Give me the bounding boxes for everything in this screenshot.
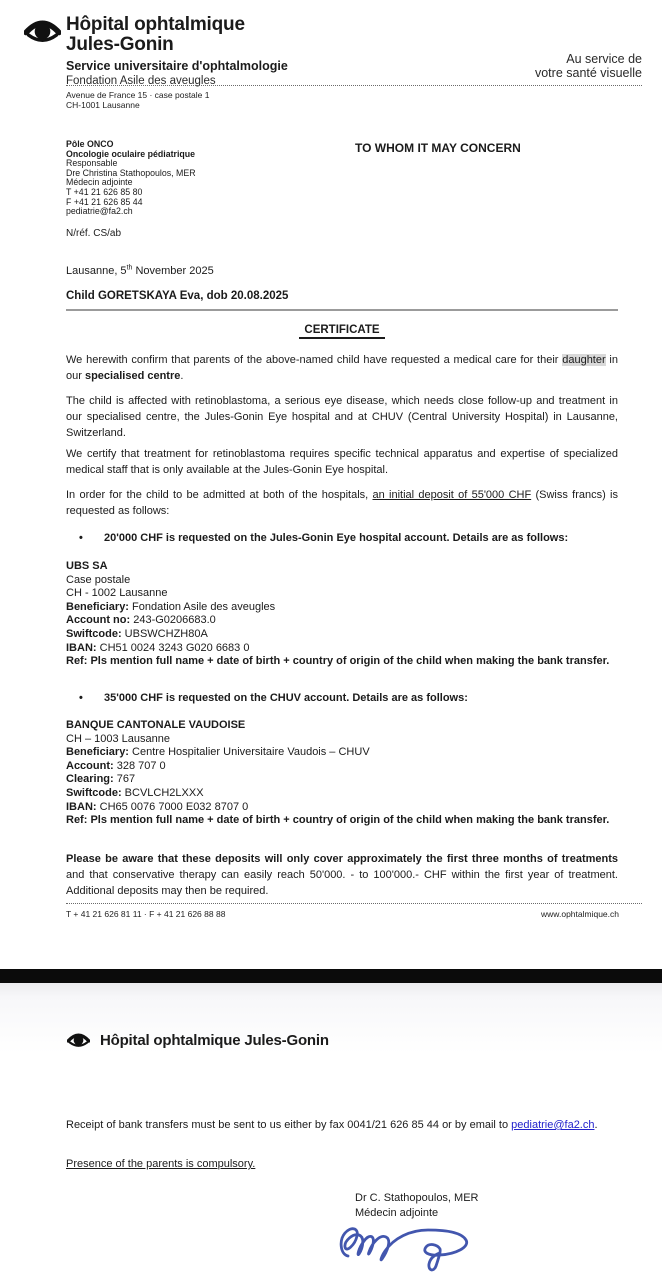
hospital-eye-logo-icon [24,17,61,45]
text-segment: Lausanne, 5 [66,265,127,277]
service-line: Service universitaire d'ophtalmologie [66,59,288,73]
certificate-title [66,324,618,336]
text-segment: November 2025 [132,265,214,277]
bank-detail-line [66,801,618,815]
bank-detail-line [66,614,618,628]
text-segment: Médecin adjointe [66,177,133,188]
text-segment: We certify that treatment for retinoblastoma requires specific technical apparatus and expertise of specialized medical staff that is only available at the Jules-Gonin Eye hospital. [66,448,618,476]
bank-detail-line [66,574,618,588]
bullet-icon: • [79,692,83,704]
handwritten-signature [336,1216,488,1279]
bullet-text: 20'000 CHF is requested on the Jules-Gonin Eye hospital account. Details are as follows: [104,532,569,544]
text-segment: CH - 1002 Lausanne [66,587,168,600]
bank-detail-line [66,560,618,574]
header-address [66,90,210,110]
bank-detail-line [66,773,618,787]
text-segment: IBAN: [66,641,97,654]
text-segment: pediatrie@fa2.ch [66,206,133,217]
bank-detail-line [66,787,618,801]
text-segment: CH65 0076 7000 E032 8707 0 [96,800,249,813]
paragraph-closing-warning [66,851,618,899]
text-segment: BCVLCH2LXXX [121,786,204,799]
bank-detail-line [66,746,618,760]
hospital-eye-logo-icon [67,1031,90,1049]
bank-details-ubs [66,560,618,669]
text-segment: Ref: Pls mention full name + date of birth + country of origin of the child when making the bank transfer. [66,814,610,827]
signer-name: Dr C. Stathopoulos, MER [355,1192,479,1204]
brand-name-line2: Jules-Gonin [66,34,174,55]
text-segment: Responsable [66,158,118,169]
bank-detail-line [66,628,618,642]
header-tagline [535,52,642,80]
text-segment: an initial deposit of 55'000 CHF [372,489,532,501]
text-segment: UBSWCHZH80A [121,627,208,640]
footer-dotted-rule [66,903,642,904]
bank-detail-line [66,760,618,774]
text-segment: 767 [113,773,136,786]
bullet-icon: • [79,532,83,544]
text-segment: Dre Christina Stathopoulos, MER [66,167,196,178]
text-segment: specialised centre [84,370,181,382]
tagline-line2: votre santé visuelle [534,66,642,80]
text-segment: daughter [562,354,606,366]
footer-website: www.ophtalmique.ch [541,909,619,919]
text-segment: in our [66,354,618,382]
text-segment: Receipt of bank transfers must be sent to us either by fax 0041/21 626 85 44 or by email to [66,1119,512,1131]
bank-detail-line [66,601,618,615]
paragraph-disease [66,393,618,441]
paragraph-deposit [66,487,618,519]
text-segment: BANQUE CANTONALE VAUDOISE [66,719,246,731]
text-segment: Centre Hospitalier Universitaire Vaudois – CHUV [128,746,370,759]
page2-brand-header [67,1031,329,1049]
text-segment: and that conservative therapy can easily reach 50'000. - to 100'000.- CHF within the first year of treatment. Additional deposits may then be required. [66,869,618,897]
text-segment: Beneficiary: [66,746,129,759]
foundation-line: Fondation Asile des aveugles [66,75,216,87]
address-line2: CH-1001 Lausanne [66,100,140,110]
certificate-title-text: CERTIFICATE [299,324,384,339]
bank-detail-line [66,719,618,733]
page2-brand-name: Hôpital ophtalmique Jules-Gonin [100,1031,329,1049]
text-segment: Swiftcode: [66,627,122,640]
email-link[interactable]: pediatrie@fa2.ch [511,1119,595,1131]
text-segment: In order for the child to be admitted at both of the hospitals, [66,489,373,501]
text-segment: CH51 0024 3243 G020 6683 0 [96,641,250,654]
subject-line: Child GORETSKAYA Eva, dob 20.08.2025 [66,290,618,311]
text-segment: Beneficiary: [66,600,129,613]
text-segment: Fondation Asile des aveugles [128,600,276,613]
address-line1: Avenue de France 15 · case postale 1 [66,90,210,100]
reference-line: N/réf. CS/ab [66,228,122,239]
text-segment: . [180,370,184,382]
bank-detail-line [66,814,618,828]
paragraph-confirmation [66,352,618,384]
text-segment: th [126,264,133,272]
to-whom-heading: TO WHOM IT MAY CONCERN [355,141,521,155]
footer-phone-fax: T + 41 21 626 81 11 · F + 41 21 626 88 88 [66,909,226,919]
text-segment: CH – 1003 Lausanne [66,732,170,745]
tagline-line1: Au service de [566,52,642,66]
bank-detail-line [66,642,618,656]
bank-detail-line [66,655,618,669]
text-segment: Oncologie oculaire pédiatrique [66,148,196,159]
text-segment: T +41 21 626 85 80 [66,186,143,197]
text-segment: Please be aware that these deposits will only cover approximately the first three months of treatments [66,853,618,865]
text-segment: Clearing: [66,773,114,786]
text-segment: UBS SA [66,560,108,572]
brand-name-line1: Hôpital ophtalmique [66,14,245,35]
bank-detail-line [66,733,618,747]
bullet-item-jules-gonin-deposit [66,531,618,546]
header-dotted-rule [66,85,642,86]
bank-detail-line [66,587,618,601]
text-segment: The child is affected with retinoblastoma, a serious eye disease, which needs close follow-up and treatment in our specialised centre, the Jules-Gonin Eye hospital and at CHUV (Central University Hospital) in Lausanne, Switzerland. [66,395,618,439]
text-segment: Pôle ONCO [66,139,114,149]
text-segment: Case postale [66,573,131,586]
text-segment: (Swiss francs) is requested as follows: [66,489,618,517]
sender-contact-block [66,140,346,217]
presence-compulsory-line: Presence of the parents is compulsory. [66,1158,256,1170]
signer-title: Médecin adjointe [355,1207,439,1219]
text-segment: We herewith confirm that parents of the above-named child have requested a medical care for their [66,354,563,366]
text-segment: Ref: Pls mention full name + date of birth + country of origin of the child when making the bank transfer. [66,655,610,668]
sender-line [66,207,346,217]
bullet-item-chuv-deposit [66,691,618,706]
receipt-instruction-line [66,1117,618,1133]
bank-details-bcv [66,719,618,828]
page-separator-bar [0,969,662,983]
text-segment: 328 707 0 [113,759,166,772]
text-segment: . [594,1119,598,1131]
text-segment: Account no: [66,614,131,627]
text-segment: 243-G0206683.0 [130,614,216,627]
text-segment: F +41 21 626 85 44 [66,196,143,207]
bullet-text: 35'000 CHF is requested on the CHUV account. Details are as follows: [104,692,468,704]
date-line [66,265,214,277]
text-segment: Account: [66,759,114,772]
text-segment: IBAN: [66,800,97,813]
page-footer [66,909,619,919]
text-segment: Swiftcode: [66,786,122,799]
paragraph-certify [66,446,618,478]
